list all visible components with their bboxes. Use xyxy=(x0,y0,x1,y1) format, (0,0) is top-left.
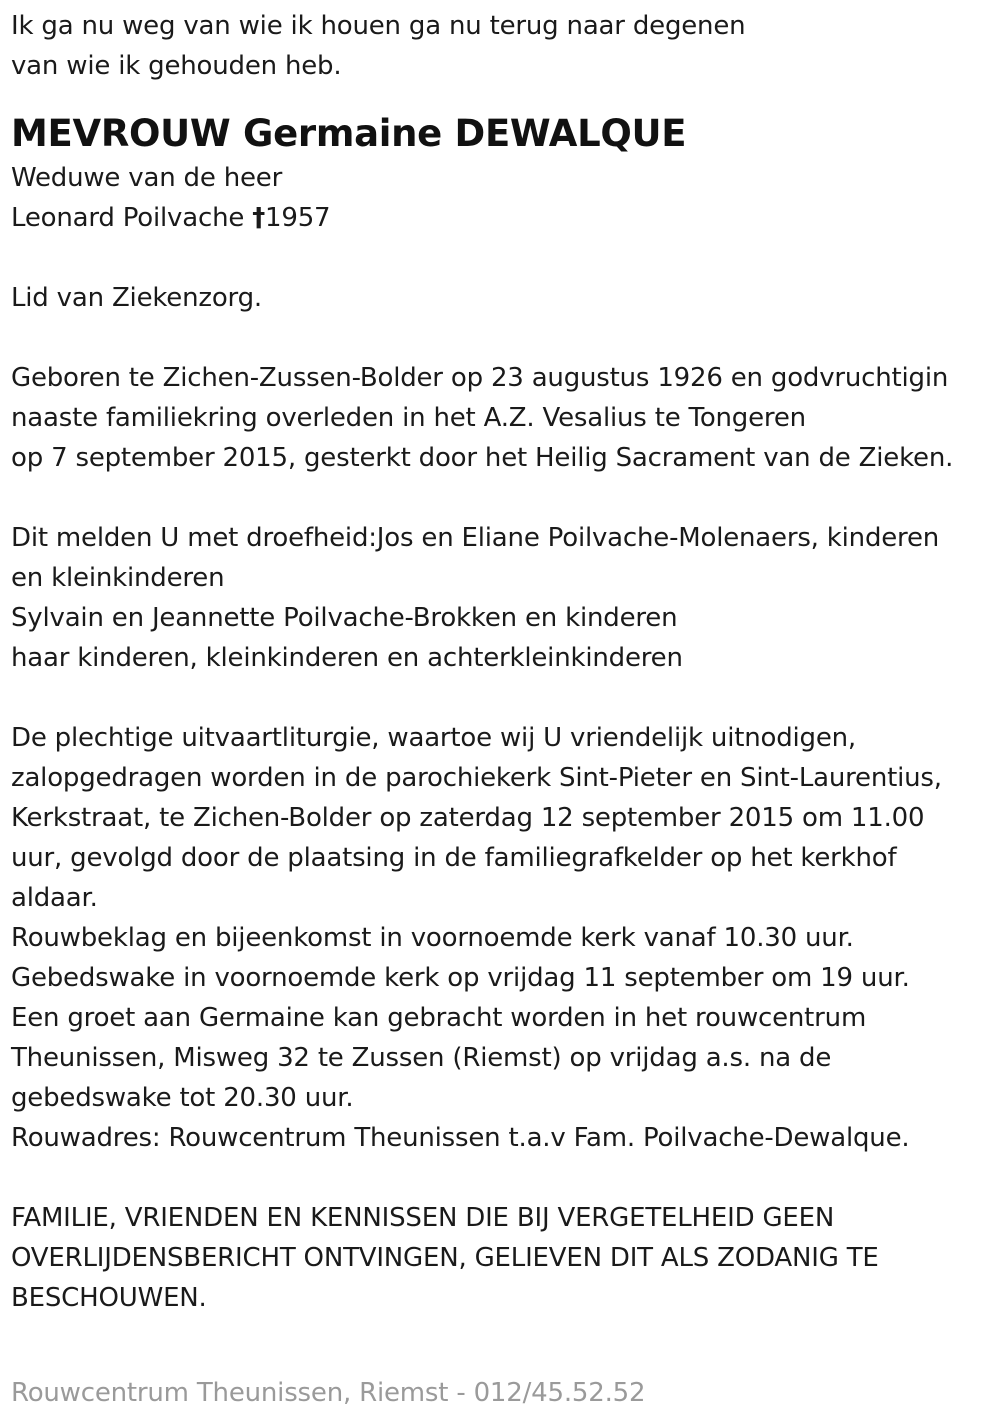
paragraph-line: Geboren te Zichen-Zussen-Bolder op 23 augustus 1926 en godvruchtigin xyxy=(11,363,949,393)
widow-info xyxy=(11,158,991,238)
widow-line: Weduwe van de heer xyxy=(11,163,283,193)
paragraph-line: Theunissen, Misweg 32 te Zussen (Riemst) op vrijdag a.s. na de xyxy=(11,1043,832,1073)
paragraph-line: Sylvain en Jeannette Poilvache-Brokken en kinderen xyxy=(11,603,678,633)
paragraph-line: op 7 september 2015, gesterkt door het Heilig Sacrament van de Zieken. xyxy=(11,443,954,473)
paragraph-line: aldaar. xyxy=(11,883,98,913)
paragraph-line: Rouwadres: Rouwcentrum Theunissen t.a.v Fam. Poilvache-Dewalque. xyxy=(11,1123,910,1153)
paragraph-line: De plechtige uitvaartliturgie, waartoe wij U vriendelijk uitnodigen, xyxy=(11,723,856,753)
paragraph-line: Een groet aan Germaine kan gebracht worden in het rouwcentrum xyxy=(11,1003,867,1033)
paragraph-line: BESCHOUWEN. xyxy=(11,1283,207,1313)
paragraph-line: en kleinkinderen xyxy=(11,563,225,593)
paragraph-line: Kerkstraat, te Zichen-Bolder op zaterdag 12 september 2015 om 11.00 xyxy=(11,803,925,833)
paragraph-line: Rouwbeklag en bijeenkomst in voornoemde kerk vanaf 10.30 uur. xyxy=(11,923,854,953)
notice-paragraph xyxy=(11,1198,991,1318)
paragraph-line: FAMILIE, VRIENDEN EN KENNISSEN DIE BIJ VERGETELHEID GEEN xyxy=(11,1203,835,1233)
paragraph-line: gebedswake tot 20.30 uur. xyxy=(11,1083,354,1113)
birth-death-paragraph xyxy=(11,358,991,478)
spouse-death-year: 1957 xyxy=(265,203,331,233)
membership: Lid van Ziekenzorg. xyxy=(11,283,262,313)
obituary xyxy=(11,6,991,1318)
paragraph-line: Dit melden U met droefheid:Jos en Eliane Poilvache-Molenaers, kinderen xyxy=(11,523,940,553)
paragraph-line: OVERLIJDENSBERICHT ONTVINGEN, GELIEVEN DIT ALS ZODANIG TE xyxy=(11,1243,879,1273)
footer-funeral-home: Rouwcentrum Theunissen, Riemst - 012/45.52.52 xyxy=(11,1378,646,1408)
spouse-line xyxy=(11,198,991,238)
spouse-name: Leonard Poilvache xyxy=(11,203,245,233)
poem xyxy=(11,6,991,86)
funeral-paragraph xyxy=(11,718,991,1158)
paragraph-line: zalopgedragen worden in de parochiekerk Sint-Pieter en Sint-Laurentius, xyxy=(11,763,942,793)
paragraph-line: haar kinderen, kleinkinderen en achterkleinkinderen xyxy=(11,643,683,673)
cross-icon: † xyxy=(252,203,266,233)
paragraph-line: uur, gevolgd door de plaatsing in de familiegrafkelder op het kerkhof xyxy=(11,843,897,873)
poem-line: Ik ga nu weg van wie ik houen ga nu terug naar degenen xyxy=(11,11,746,41)
announcers-paragraph xyxy=(11,518,991,678)
poem-line: van wie ik gehouden heb. xyxy=(11,51,342,81)
paragraph-line: naaste familiekring overleden in het A.Z. Vesalius te Tongeren xyxy=(11,403,806,433)
paragraph-line: Gebedswake in voornoemde kerk op vrijdag 11 september om 19 uur. xyxy=(11,963,910,993)
deceased-name: MEVROUW Germaine DEWALQUE xyxy=(11,112,687,155)
